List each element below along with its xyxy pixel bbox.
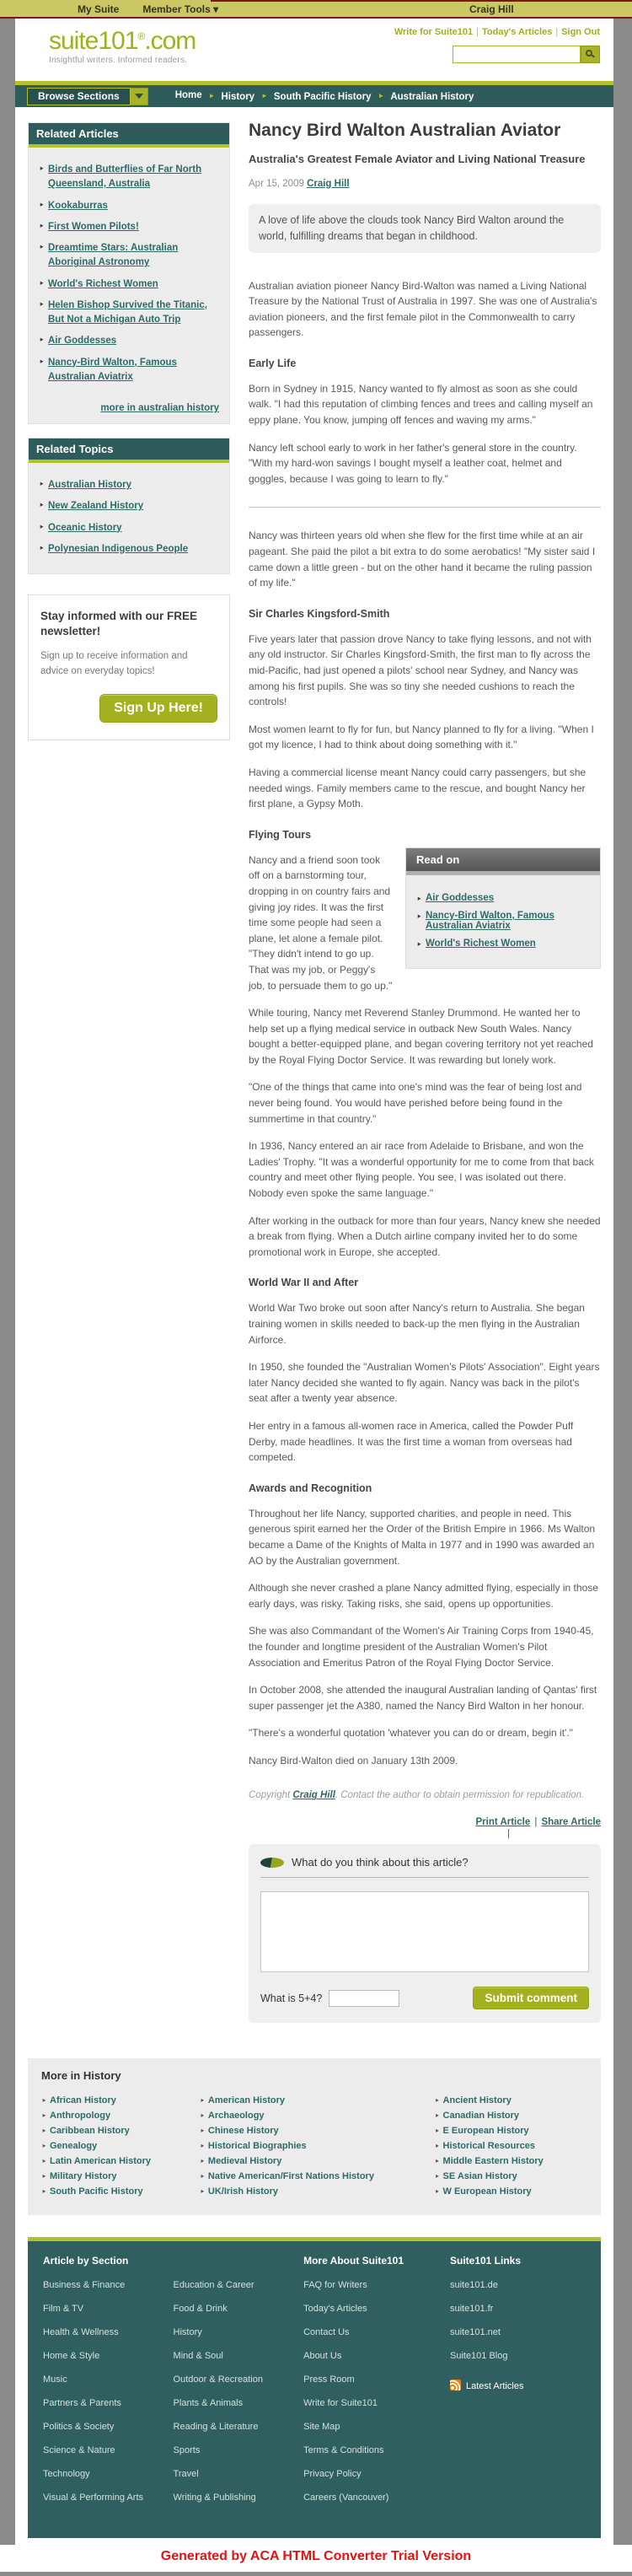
footer-section-item	[174, 2347, 304, 2363]
history-category-item	[41, 2141, 200, 2151]
footer-section-item	[43, 2324, 174, 2339]
history-category-link[interactable]: Genealogy	[50, 2141, 98, 2152]
article-paragraph: After working in the outback for more than four years, Nancy knew she needed a break from flying. When a Dutch airline company invited her to do some promotional work in Europe, she accepted.	[249, 1214, 601, 1258]
logo-tagline: Insightful writers. Informed readers.	[49, 56, 188, 65]
footer-about-item	[303, 2371, 450, 2386]
footer-section-item	[43, 2347, 174, 2363]
related-topics-title: Related Topics	[29, 438, 229, 460]
history-category-item	[435, 2111, 587, 2121]
footer-about-item	[303, 2347, 450, 2363]
footer-about-item	[303, 2395, 450, 2410]
footer-about-item	[303, 2418, 450, 2433]
comment-box	[249, 1844, 601, 2023]
newsletter-body: Sign up to receive information and advice on everyday topics!	[40, 651, 188, 676]
footer-section-link[interactable]: Film & TV	[43, 2304, 84, 2315]
footer-section-item	[174, 2324, 304, 2339]
history-category-link[interactable]: Historical Biographies	[207, 2141, 307, 2152]
footer-section-item	[174, 2489, 304, 2504]
related-article-link[interactable]: Helen Bishop Survived the Titanic, But Not a Michigan Auto Trip	[48, 299, 207, 325]
article-main	[230, 116, 601, 2046]
section-heading: World War II and After	[249, 1277, 359, 1289]
history-category-link[interactable]: Historical Resources	[442, 2141, 535, 2152]
history-category-item	[435, 2186, 587, 2197]
sidebar	[28, 116, 230, 2046]
footer-section-item	[174, 2277, 304, 2292]
read-on-box	[405, 847, 601, 969]
article-paragraph: Nancy was thirteen years old when she flew for the first time while at an air pageant. She paid the pilot a bit extra to do some aerobatics! "My sister said I came down a little green - but on the other hand it became the ruling passion of my life."	[249, 530, 596, 589]
comment-header	[260, 1854, 589, 1878]
related-article-link[interactable]: Kookaburras	[48, 200, 108, 211]
logo-registered-mark: ®	[137, 30, 145, 42]
related-article-item	[39, 298, 219, 328]
footer-about-link[interactable]: FAQ for Writers	[303, 2280, 367, 2291]
search-button[interactable]	[581, 46, 600, 63]
history-category-link[interactable]: Archaeology	[207, 2111, 265, 2122]
captcha-row	[260, 1987, 589, 2009]
history-category-link[interactable]: Latin American History	[50, 2156, 152, 2167]
related-articles-box	[28, 122, 230, 424]
related-article-link[interactable]: Dreamtime Stars: Australian Aboriginal Astronomy	[48, 243, 179, 268]
article-paragraph: Five years later that passion drove Nancy to take flying lessons, and not with any old instructor. Sir Charles Kingsford-Smith, the first man to fly across the mid-Pacific, had just opened a pilots' school near Sydney, and Nancy was among his first pupils. She was so tiny she needed cushions to reach the controls!	[249, 632, 592, 708]
captcha-label: What is 5+4?	[260, 1992, 323, 2004]
comment-prompt: What do you think about this article?	[292, 1856, 469, 1869]
footer-section-link[interactable]: Sports	[173, 2445, 201, 2456]
footer-section-link[interactable]: Technology	[43, 2469, 90, 2480]
footer-section-link[interactable]: Travel	[173, 2469, 199, 2480]
read-on-item	[416, 911, 590, 931]
footer-about-item	[303, 2442, 450, 2457]
history-category-link[interactable]: SE Asian History	[442, 2171, 517, 2182]
article-paragraph: She was also Commandant of the Women's Air Training Corps from 1940-45, the founder and longtime president of the Australian Women's Pilot Association and Emeritus Patron of the Royal Flying Doctor Service.	[249, 1625, 594, 1669]
history-category-item	[200, 2095, 435, 2105]
maroon-top-line	[211, 0, 632, 2]
history-category-link[interactable]: W European History	[442, 2186, 532, 2197]
footer-links-link[interactable]: suite101.de	[449, 2280, 498, 2291]
footer-section-item	[174, 2371, 304, 2386]
article-paragraph: "There's a wonderful quotation 'whatever you can do or dream, begin it'."	[249, 1727, 573, 1740]
history-category-link[interactable]: Military History	[50, 2171, 117, 2182]
article-paragraph: Throughout her life Nancy, supported charities, and people in need. This generous spirit earned her the Order of the British Empire in 1966. Ms Walton became a Dame of the Knights of Malta in 1977 and in 1990 was awarded an AO by the Australian government.	[249, 1507, 596, 1567]
article-paragraph: Her entry in a famous all-women race in America, called the Powder Puff Derby, made headlines. It was the first time a woman from overseas had competed.	[249, 1419, 574, 1464]
share-article-link[interactable]: Share Article	[541, 1817, 601, 1828]
stray-pipe: |	[507, 1829, 510, 1840]
related-article-link[interactable]: First Women Pilots!	[48, 221, 139, 232]
read-on-link[interactable]: Air Goddesses	[426, 892, 495, 903]
breadcrumb-link[interactable]: ‣ Australian History	[372, 90, 474, 102]
history-category-item	[41, 2095, 200, 2105]
read-on-item	[416, 938, 590, 949]
history-category-item	[435, 2126, 587, 2136]
read-on-title: Read on	[406, 848, 600, 871]
history-category-item	[200, 2156, 435, 2166]
history-category-item	[435, 2156, 587, 2166]
footer-section-link[interactable]: Writing & Publishing	[173, 2493, 256, 2503]
related-topic-item	[39, 521, 219, 535]
copyright-line: Copyright Craig Hill. Contact the author to obtain permission for republication.	[249, 1790, 585, 1801]
related-topic-link[interactable]: Oceanic History	[48, 522, 122, 533]
article-paragraph: In 1936, Nancy entered an air race from Adelaide to Brisbane, and won the Ladies' Trophy. "It was a wonderful opportunity for me to come from that back country and meet other flying people. You see, I was isolated out there. Nobody even spoke the same language."	[249, 1140, 594, 1200]
history-category-item	[41, 2111, 200, 2121]
submit-comment-button[interactable]: Submit comment	[473, 1987, 589, 2009]
history-category-link[interactable]: UK/Irish History	[207, 2186, 279, 2197]
footer-section-link[interactable]: Partners & Parents	[43, 2398, 121, 2409]
site-footer	[28, 2241, 601, 2538]
search-bar	[453, 46, 600, 63]
footer-section-link[interactable]: Food & Drink	[173, 2304, 228, 2315]
related-article-item	[39, 334, 219, 348]
footer-about-item	[303, 2466, 450, 2481]
todays-articles-link[interactable]: Today's Articles	[482, 27, 553, 37]
related-topic-link[interactable]: New Zealand History	[48, 501, 144, 512]
history-category-item	[41, 2171, 200, 2181]
section-heading: Flying Tours	[249, 828, 312, 841]
logged-in-user[interactable]: Craig Hill	[469, 3, 514, 15]
related-article-item	[39, 277, 219, 292]
footer-links-link[interactable]: Suite101 Blog	[449, 2351, 508, 2362]
logo-word: suite101	[49, 27, 138, 55]
history-category-item	[435, 2095, 587, 2105]
footer-section-item	[43, 2300, 174, 2315]
footer-col1-title: Article by Section	[43, 2255, 129, 2267]
footer-section-link[interactable]: Home & Style	[43, 2351, 100, 2362]
search-icon	[586, 50, 592, 56]
converter-watermark: Generated by ACA HTML Converter Trial Version	[160, 2549, 472, 2564]
history-category-item	[435, 2141, 587, 2151]
history-category-link[interactable]: Middle Eastern History	[442, 2156, 544, 2167]
page-title: Nancy Bird Walton Australian Aviator	[249, 121, 561, 140]
footer-section-item	[43, 2442, 174, 2457]
history-category-link[interactable]: E European History	[442, 2126, 529, 2137]
header-links: Write for Suite101 | Today's Articles | Sign Out	[394, 27, 600, 37]
site-logo[interactable]	[49, 29, 195, 65]
history-category-item	[200, 2141, 435, 2151]
related-topic-item	[39, 478, 219, 492]
history-category-item	[200, 2186, 435, 2197]
article-paragraph: In October 2008, she attended the inaugural Australian landing of Qantas' first super passenger jet the A380, named the Nancy Bird Walton in her honour.	[249, 1684, 597, 1712]
related-article-link[interactable]: Birds and Butterflies of Far North Queensland, Australia	[48, 164, 202, 190]
footer-about-link[interactable]: Careers (Vancouver)	[303, 2493, 389, 2503]
footer-about-item	[303, 2300, 450, 2315]
footer-section-item	[174, 2418, 304, 2433]
history-category-link[interactable]: Chinese History	[207, 2126, 279, 2137]
footer-section-link[interactable]: Mind & Soul	[173, 2351, 223, 2362]
article-paragraph: Having a commercial license meant Nancy could carry passengers, but she needed wings. Family members came to the rescue, and bought Nancy her first plane, a Gypsy Moth.	[249, 766, 586, 810]
footer-links-item	[450, 2300, 586, 2315]
footer-section-item	[43, 2371, 174, 2386]
related-article-item	[39, 220, 219, 234]
article-paragraph: Nancy and a friend soon took off on a barnstorming tour, dropping in on country fairs and giving joy rides. It was the first time some people had seen a plane, let alone a female pilot. "They didn't intend to go up. That was my job, or Peggy's job, to persuade them to go up."	[249, 853, 393, 992]
author-link[interactable]: Craig Hill	[307, 179, 350, 189]
history-category-item	[200, 2126, 435, 2136]
breadcrumb-link[interactable]: ‣ South Pacific History	[254, 90, 371, 102]
history-category-link[interactable]: Native American/First Nations History	[207, 2171, 374, 2182]
related-article-item	[39, 163, 219, 192]
footer-links-item	[450, 2277, 586, 2292]
watermark-strip	[0, 2545, 632, 2572]
footer-section-link[interactable]: Music	[43, 2374, 67, 2385]
article-paragraph: Nancy left school early to work in her father's general store in the country. "With my hard-won savings I bought myself a leather coat, helmet and goggles, because I was going to learn to fly."	[249, 441, 577, 485]
print-share-row: Print Article | Share Article	[475, 1817, 601, 1828]
footer-section-link[interactable]: Outdoor & Recreation	[173, 2374, 263, 2385]
latest-articles-rss-link[interactable]: Latest Articles	[465, 2381, 524, 2392]
footer-about-link[interactable]: Write for Suite101	[303, 2398, 378, 2409]
footer-section-link[interactable]: Politics & Society	[43, 2422, 115, 2433]
article-paragraph: Most women learnt to fly for fun, but Nancy planned to fly for a living. "When I got my licence, I had to think about doing something with it."	[249, 723, 594, 751]
more-in-history-title: More in History	[41, 2069, 121, 2083]
footer-section-link[interactable]: Education & Career	[173, 2280, 254, 2291]
section-heading: Early Life	[249, 357, 297, 369]
history-category-item	[200, 2111, 435, 2121]
rss-icon	[450, 2380, 461, 2390]
article-paragraph: Although she never crashed a plane Nancy admitted flying, especially in those early days, was risky. Taking risks, she said, opens up opportunities.	[249, 1582, 598, 1610]
related-article-item	[39, 241, 219, 271]
site-header	[15, 19, 613, 81]
related-article-link[interactable]: Air Goddesses	[48, 336, 117, 347]
related-articles-title: Related Articles	[29, 123, 229, 144]
footer-section-item	[43, 2395, 174, 2410]
related-topic-link[interactable]: Australian History	[48, 480, 132, 490]
article-intro-box: A love of life above the clouds took Nancy Bird Walton around the world, fulfilling dreams that began in childhood.	[249, 204, 601, 253]
article-paragraph: Nancy Bird-Walton died on January 13th 2009.	[249, 1754, 458, 1767]
newsletter-box	[28, 594, 230, 740]
more-in-australian-history-link[interactable]: more in australian history	[100, 403, 219, 413]
footer-about-link[interactable]: Today's Articles	[303, 2304, 367, 2315]
footer-links-item	[450, 2324, 586, 2339]
article-paragraph: "One of the things that came into one's mind was the fear of being lost and never being found. You would have perished before being found in the summertime in that country."	[249, 1081, 582, 1125]
related-topic-item	[39, 542, 219, 557]
footer-col3-title: Suite101 Links	[449, 2255, 522, 2267]
footer-about-link[interactable]: Contact Us	[303, 2327, 350, 2338]
footer-links-item	[450, 2347, 586, 2363]
footer-about-link[interactable]: Privacy Policy	[303, 2469, 362, 2480]
article-paragraph: While touring, Nancy met Reverend Stanley Drummond. He wanted her to help set up a flying medical service in outback New South Wales. Nancy bought a better-equipped plane, and began covering territory not yet reached by the Royal Flying Doctor Service. It was rewarding but lonely work.	[249, 1007, 593, 1066]
footer-links-link[interactable]: suite101.net	[449, 2327, 501, 2338]
browse-sections-label: Browse Sections	[27, 88, 131, 105]
related-article-link[interactable]: Nancy-Bird Walton, Famous Australian Aviatrix	[48, 357, 177, 382]
more-in-history-box	[28, 2058, 601, 2215]
sign-up-button[interactable]: Sign Up Here!	[99, 694, 217, 723]
footer-about-link[interactable]: Terms & Conditions	[303, 2445, 384, 2456]
my-suite-link[interactable]: My Suite	[78, 3, 120, 15]
history-category-link[interactable]: Medieval History	[207, 2156, 282, 2167]
related-article-item	[39, 199, 219, 213]
browse-sections-button[interactable]	[27, 88, 148, 105]
sign-out-link[interactable]: Sign Out	[561, 27, 600, 37]
footer-section-link[interactable]: Health & Wellness	[43, 2327, 119, 2338]
footer-section-item	[43, 2489, 174, 2504]
related-article-link[interactable]: World's Richest Women	[48, 278, 158, 289]
footer-about-link[interactable]: Press Room	[303, 2374, 355, 2385]
history-category-item	[200, 2171, 435, 2181]
footer-section-link[interactable]: History	[173, 2327, 202, 2338]
chevron-down-icon	[135, 94, 143, 99]
history-category-item	[435, 2171, 587, 2181]
footer-section-item	[43, 2277, 174, 2292]
history-category-link[interactable]: American History	[207, 2095, 285, 2106]
top-member-bar	[0, 0, 632, 19]
article-paragraph: Born in Sydney in 1915, Nancy wanted to fly almost as soon as she could walk. "I had this reputation of climbing fences and trees and calling myself an eppy plane. You know, jumping off fences and waving my arms."	[249, 382, 593, 427]
related-article-item	[39, 356, 219, 385]
logo-suffix: .com	[144, 27, 196, 55]
article-paragraph: In 1950, she founded the "Australian Women's Pilots' Association". Eight years later Nancy decided she wanted to fly again. Nancy was back in the pilot's seat after a twenty year absence.	[249, 1361, 600, 1405]
footer-section-item	[43, 2466, 174, 2481]
history-category-item	[41, 2126, 200, 2136]
page-container	[15, 19, 613, 2545]
section-heading: Awards and Recognition	[249, 1482, 372, 1494]
related-topics-box	[28, 438, 230, 574]
footer-links-link[interactable]: suite101.fr	[449, 2304, 494, 2315]
footer-about-item	[303, 2324, 450, 2339]
footer-about-item	[303, 2277, 450, 2292]
article-paragraph: Australian aviation pioneer Nancy Bird-Walton was named a Living National Treasure by the National Trust of Australia in 1997. She was one of Australia's aviation pioneers, and the first female pilot in the Commonwealth to carry passengers.	[249, 279, 597, 339]
breadcrumb-link[interactable]: Home	[174, 90, 202, 100]
browse-dropdown-button[interactable]	[131, 88, 148, 105]
footer-about-link[interactable]: About Us	[303, 2351, 342, 2362]
history-category-link[interactable]: African History	[50, 2095, 116, 2106]
print-article-link[interactable]: Print Article	[475, 1817, 531, 1828]
search-input[interactable]	[453, 46, 581, 63]
related-topic-link[interactable]: Polynesian Indigenous People	[48, 543, 189, 554]
read-on-link[interactable]: Nancy-Bird Walton, Famous Australian Aviatrix	[426, 910, 554, 931]
history-category-link[interactable]: Caribbean History	[50, 2126, 130, 2137]
history-category-link[interactable]: Canadian History	[442, 2111, 519, 2122]
content-divider	[249, 507, 601, 508]
section-heading: Sir Charles Kingsford-Smith	[249, 607, 390, 620]
captcha-input[interactable]	[329, 1990, 399, 2007]
article-date: Apr 15, 2009	[249, 179, 304, 189]
footer-section-item	[43, 2418, 174, 2433]
comment-textarea[interactable]	[260, 1891, 589, 1972]
read-on-link[interactable]: World's Richest Women	[426, 938, 536, 949]
footer-section-item	[174, 2395, 304, 2410]
article-paragraph: World War Two broke out soon after Nancy's return to Australia. She began training women in skills needed to back-up the men flying in the Australian Airforce.	[249, 1302, 585, 1346]
breadcrumb-link[interactable]: ‣ History	[202, 90, 254, 102]
breadcrumb	[175, 90, 474, 102]
footer-section-link[interactable]: Visual & Performing Arts	[43, 2493, 144, 2503]
history-category-item	[41, 2156, 200, 2166]
history-category-link[interactable]: Ancient History	[442, 2095, 511, 2106]
newsletter-title: Stay informed with our FREE newsletter!	[40, 610, 198, 638]
history-category-item	[41, 2186, 200, 2197]
member-tools-menu[interactable]: Member Tools ▾	[142, 3, 219, 15]
footer-section-item	[174, 2442, 304, 2457]
copyright-author-link[interactable]: Craig Hill	[292, 1790, 335, 1801]
footer-section-link[interactable]: Plants & Animals	[173, 2398, 244, 2409]
speech-bubble-icon	[260, 1858, 284, 1868]
breadcrumb-bar	[15, 85, 613, 107]
footer-about-link[interactable]: Site Map	[303, 2422, 340, 2433]
footer-section-link[interactable]: Business & Finance	[43, 2280, 126, 2291]
footer-section-link[interactable]: Science & Nature	[43, 2445, 115, 2456]
footer-section-item	[174, 2466, 304, 2481]
history-category-link[interactable]: South Pacific History	[50, 2186, 143, 2197]
footer-section-item	[174, 2300, 304, 2315]
history-category-link[interactable]: Anthropology	[50, 2111, 111, 2122]
related-topic-item	[39, 499, 219, 514]
footer-col2-title: More About Suite101	[303, 2255, 404, 2267]
footer-section-link[interactable]: Reading & Literature	[173, 2422, 259, 2433]
article-dateline	[249, 179, 601, 189]
write-for-suite101-link[interactable]: Write for Suite101	[394, 27, 474, 37]
article-subtitle: Australia's Greatest Female Aviator and Living National Treasure	[249, 153, 586, 165]
read-on-item	[416, 893, 590, 903]
footer-about-item	[303, 2489, 450, 2504]
